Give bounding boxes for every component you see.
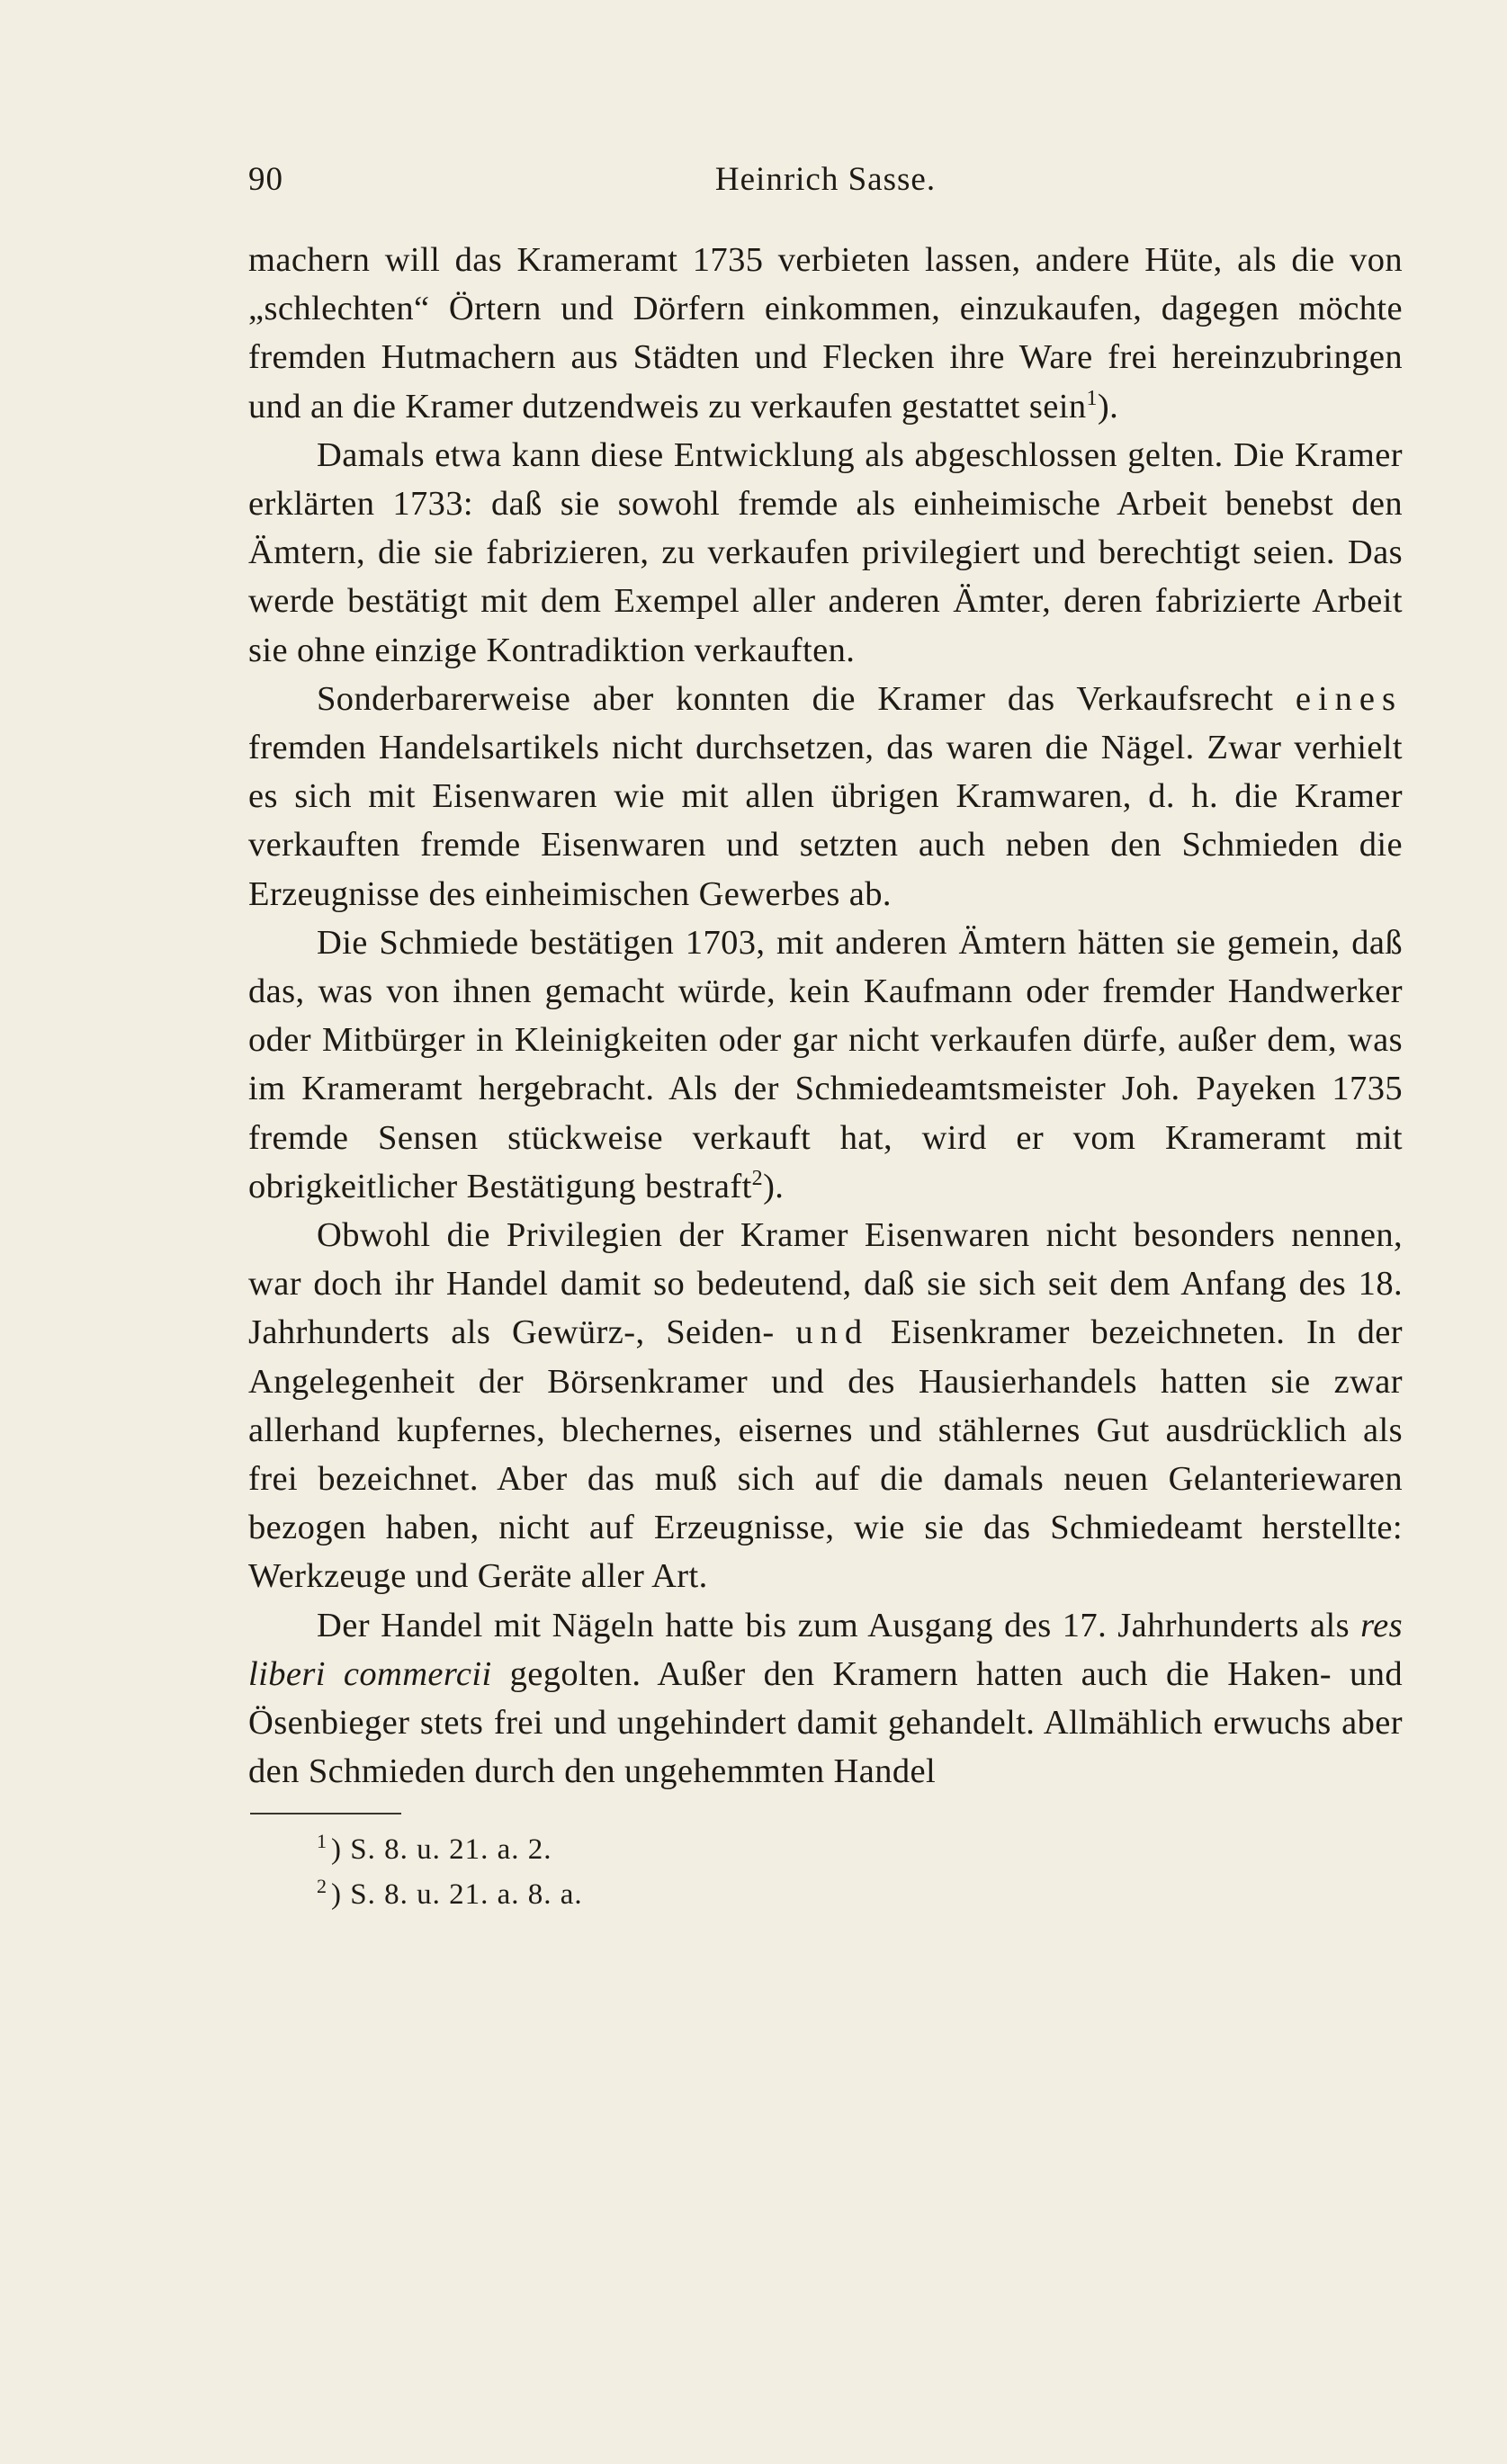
paragraph-text-end: ). xyxy=(1097,387,1119,426)
page-number: 90 xyxy=(248,161,283,198)
paragraph-text-end: gegolten. Außer den Kramern hatten auch die Haken- und Ösenbieger stets frei und ungehindert damit gehandelt. Allmählich erwuchs aber den Schmieden durch den ungehemmten Handel xyxy=(248,1654,1403,1791)
footnote-reference: 1 xyxy=(1086,386,1098,410)
footnote-2 xyxy=(317,1872,1403,1917)
paragraph-text: Damals etwa kann diese Entwicklung als abgeschlossen gelten. Die Kramer erklärten 1733: daß sie sowohl fremde als einheimische Arbeit benebst den Ämtern, die sie fabrizieren, zu verkaufen privilegiert und berechtigt seien. Das werde bestätigt mit dem Exempel aller anderen Ämter, deren fabrizierte Arbeit sie ohne einzige Kontradiktion verkauften. xyxy=(248,435,1403,669)
running-title: Heinrich Sasse. xyxy=(714,161,937,198)
paragraph-text-end: ). xyxy=(763,1167,785,1205)
footnotes xyxy=(248,1827,1403,1917)
emphasized-word: eines xyxy=(1295,679,1403,718)
paragraph-2 xyxy=(248,431,1403,675)
footnote-text: ) S. 8. u. 21. a. 2. xyxy=(331,1832,552,1866)
paragraph-text: Die Schmiede bestätigen 1703, mit anderen Ämtern hätten sie gemein, daß das, was von ihnen gemacht würde, kein Kaufmann oder fremder Handwerker oder Mitbürger in Kleinigkeiten oder gar nicht verkaufen dürfe, außer dem, was im Krameramt hergebracht. Als der Schmiedeamtsmeister Joh. Payeken 1735 fremde Sensen stückweise verkauft hat, wird er vom Krameramt mit obrigkeitlicher Bestätigung bestraft xyxy=(248,923,1403,1205)
paragraph-3 xyxy=(248,675,1403,918)
paragraph-text: Obwohl die Privilegien der Kramer Eisenwaren nicht besonders nennen, war doch ihr Handel damit so bedeutend, daß sie sich seit dem Anfang des 18. Jahrhunderts als Gewürz-, Seiden- xyxy=(248,1216,1403,1352)
paragraph-5 xyxy=(248,1211,1403,1601)
paragraph-6 xyxy=(248,1601,1403,1796)
running-head xyxy=(248,160,1403,214)
footnote-divider xyxy=(250,1813,401,1814)
body-text xyxy=(248,236,1403,1796)
footnote-reference: 2 xyxy=(751,1167,764,1191)
latin-phrase: res liberi commercii xyxy=(248,1606,1403,1693)
paragraph-text: machern will das Krameramt 1735 verbieten lassen, andere Hüte, als die von „schlechten“ Örtern und Dörfern einkommen, einzukaufen, dagegen möchte fremden Hutmachern aus Städten und Flecken ihre Ware frei hereinzubringen und an die Kramer dutzendweis zu verkaufen gestattet sein xyxy=(248,241,1403,426)
footnote-1 xyxy=(317,1827,1403,1872)
paragraph-text-end: Eisenkramer bezeichneten. In der Angelegenheit der Börsenkramer und des Hausierhandels hatten sie zwar allerhand kupfernes, blechernes, eisernes und stählernes Gut ausdrücklich als frei bezeichnet. Aber das muß sich auf die damals neuen Gelanteriewaren bezogen haben, nicht auf Erzeugnisse, wie sie das Schmiedeamt herstellte: Werkzeuge und Geräte aller Art. xyxy=(248,1313,1404,1596)
book-page xyxy=(248,160,1403,1917)
paragraph-4 xyxy=(248,918,1403,1211)
paragraph-text: Der Handel mit Nägeln hatte bis zum Ausgang des 17. Jahrhunderts als xyxy=(317,1606,1350,1644)
footnote-mark: 1 xyxy=(317,1829,327,1852)
paragraph-text-end: fremden Handelsartikels nicht durchsetzen, das waren die Nägel. Zwar verhielt es sich mit Eisenwaren wie mit allen übrigen Kramwaren, d. h. die Kramer verkauften fremde Eisenwaren und setzten auch neben den Schmieden die Erzeugnisse des einheimischen Gewerbes ab. xyxy=(248,729,1403,913)
paragraph-text: Sonderbarerweise aber konnten die Kramer das Verkaufsrecht xyxy=(317,679,1274,718)
footnote-text: ) S. 8. u. 21. a. 8. a. xyxy=(331,1877,583,1911)
footnote-mark: 2 xyxy=(317,1874,327,1897)
paragraph-1 xyxy=(248,236,1403,431)
emphasized-word: und xyxy=(795,1313,870,1352)
